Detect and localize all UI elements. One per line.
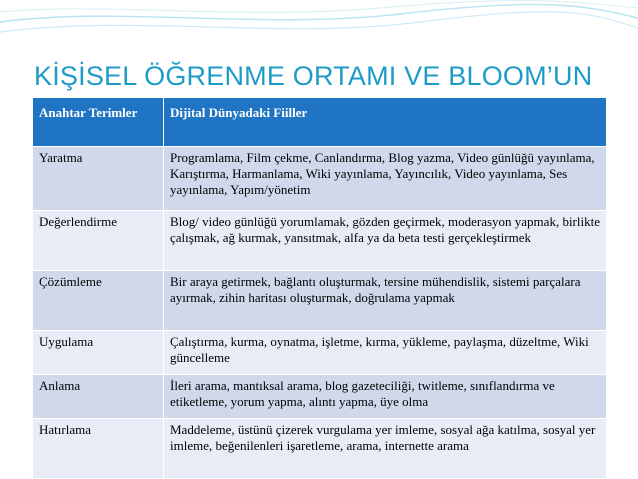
row-verbs: Çalıştırma, kurma, oynatma, işletme, kırma, yükleme, paylaşma, düzeltme, Wiki güncelleme xyxy=(164,331,607,375)
row-verbs: İleri arama, mantıksal arama, blog gazeteciliği, twitleme, sınıflandırma ve etiketleme, yorum yapma, alıntı yapma, üye olma xyxy=(164,375,607,419)
row-verbs: Maddeleme, üstünü çizerek vurgulama yer imleme, sosyal ağa katılma, sosyal yer imleme, beğenilenleri işaretleme, arama, internette arama xyxy=(164,419,607,479)
table-row xyxy=(33,211,607,271)
row-term: Hatırlama xyxy=(33,419,164,479)
slide-title: KİŞİSEL ÖĞRENME ORTAMI VE BLOOM’UN xyxy=(34,61,593,91)
row-term: Uygulama xyxy=(33,331,164,375)
table-row xyxy=(33,419,607,479)
row-term: Değerlendirme xyxy=(33,211,164,271)
row-verbs: Programlama, Film çekme, Canlandırma, Blog yazma, Video günlüğü yayınlama, Karıştırma, Harmanlama, Wiki yayınlama, Yayıncılık, Video yayınlama, Ses yayınlama, Yapım/yönetim xyxy=(164,147,607,211)
header-digital-verbs: Dijital Dünyadaki Fiiller xyxy=(164,98,607,147)
table-row xyxy=(33,271,607,331)
verbs-table-container xyxy=(32,97,606,470)
row-term: Yaratma xyxy=(33,147,164,211)
row-term: Anlama xyxy=(33,375,164,419)
row-term: Çözümleme xyxy=(33,271,164,331)
row-verbs: Blog/ video günlüğü yorumlamak, gözden geçirmek, moderasyon yapmak, birlikte çalışmak, ağ kurmak, yansıtmak, alfa ya da beta testi gerçekleştirmek xyxy=(164,211,607,271)
row-verbs: Bir araya getirmek, bağlantı oluşturmak, tersine mühendislik, sistemi parçalara ayırmak, zihin haritası oluşturmak, doğrulama yapmak xyxy=(164,271,607,331)
verbs-table xyxy=(32,97,607,479)
table-header-row xyxy=(33,98,607,147)
table-row xyxy=(33,147,607,211)
table-row xyxy=(33,331,607,375)
table-row xyxy=(33,375,607,419)
header-key-terms: Anahtar Terimler xyxy=(33,98,164,147)
